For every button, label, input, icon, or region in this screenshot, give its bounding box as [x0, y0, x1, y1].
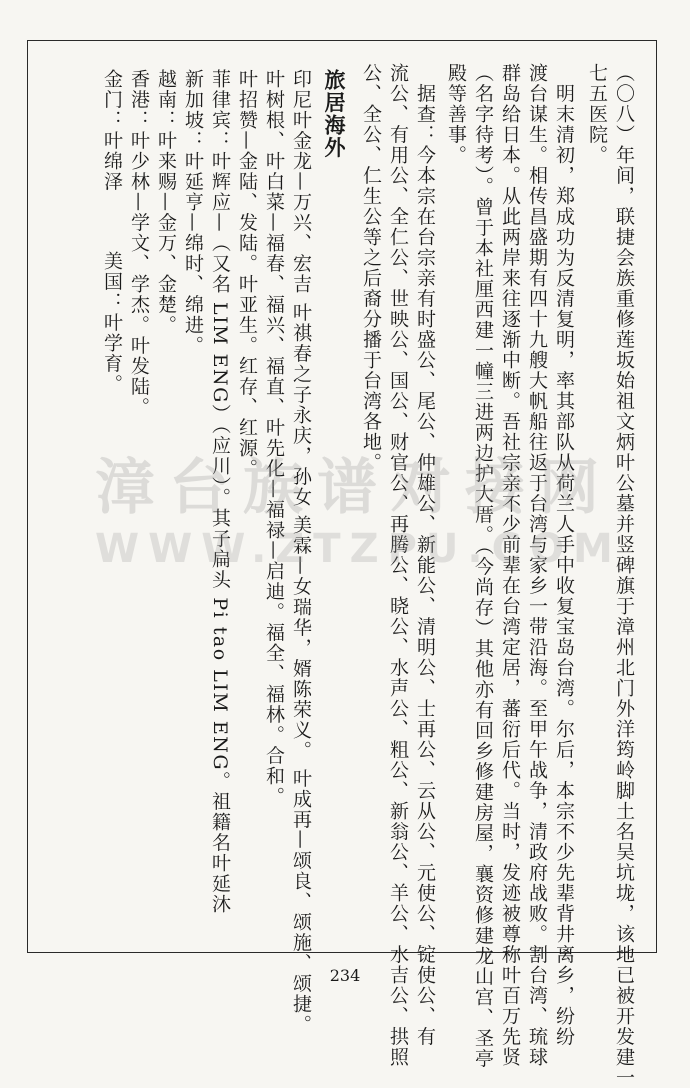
overseas-line: 越南：叶来赐—金万、金楚。: [155, 69, 177, 336]
overseas-line: 金门：叶绵泽: [101, 69, 123, 192]
overseas-line: 菲律宾：叶辉应—（又名 LIM ENG）（应川）。其子扁头 Pi tao LIM ENG。祖籍名叶延沐: [209, 69, 231, 915]
paragraph-line: 殿等善事。: [445, 63, 467, 166]
paragraph-line: （〇八）年间，联捷会族重修莲坂始祖文炳叶公墓并竖碑旗于漳州北门外洋筠岭脚土名吴坑垅，该地已被开发建一: [613, 63, 635, 1088]
paragraph-line: 公、全公、仁生公等之后裔分播于台湾各地。: [360, 63, 382, 473]
usa-line: 美国：叶学育。: [101, 251, 123, 395]
watermark-url: WWW.ZTZPU.COM: [95, 526, 622, 572]
paragraph-line: 据查：今本宗在台宗亲有时盛公、尾公、仲雄公、新能公、清明公、士再公、云从公、元使公、锭使公、有: [414, 63, 436, 1047]
overseas-line: 叶树根、叶白菜—福春、福兴、福直、叶先化—福禄—启迪。福全、福林。合和。: [263, 69, 285, 807]
paragraph-line: 七五医院。: [586, 63, 608, 166]
page-number: 234: [329, 966, 361, 985]
overseas-line: 印尼叶金龙—万兴、宏吉 叶祺春之子永庆，孙女 美霖—女瑞华，婿陈荣义。 叶成再—颂良、颂施、颂捷。: [290, 69, 312, 1035]
paragraph-line: 流公、有用公、全仁公、世映公、国公、财官公、再腾公、晓公、水声公、粗公、新翁公、羊公、水吉公、拱照: [387, 63, 409, 1068]
paragraph-line: 明末清初，郑成功为反清复明，率其部队从荷兰人手中收复宝岛台湾。尔后，本宗不少先辈背井离乡，纷纷: [553, 63, 575, 1047]
overseas-line: 新加坡：叶延亨—绵时、绵进。: [182, 69, 204, 356]
overseas-line: 香港：叶少林—学文、学杰。叶发陆。: [128, 69, 150, 418]
paragraph-line: （名字待考）。曾于本社厘西建一幢三进两边护大厝。（今尚存）其他亦有回乡修建房屋，襄资修建龙山宫、圣亭: [472, 63, 494, 1069]
section-heading: 旅居海外: [322, 69, 346, 159]
paragraph-line: 群岛给日本。从此两岸来往逐渐中断。吾社宗亲不少前辈在台湾定居，蕃衍后代。当时，发迹被尊称叶百万先贤: [499, 63, 521, 1068]
overseas-line: 叶招赞—金陆、发陆。叶亚生。红存、红源。: [236, 69, 258, 479]
paragraph-line: 渡台谋生。相传昌盛期有四十九艘大帆船往返于台湾与家乡一带沿海。至甲午战争，清政府战败。割台湾、琉球: [526, 63, 548, 1068]
watermark-text: 漳台族谱对接网: [95, 453, 613, 523]
